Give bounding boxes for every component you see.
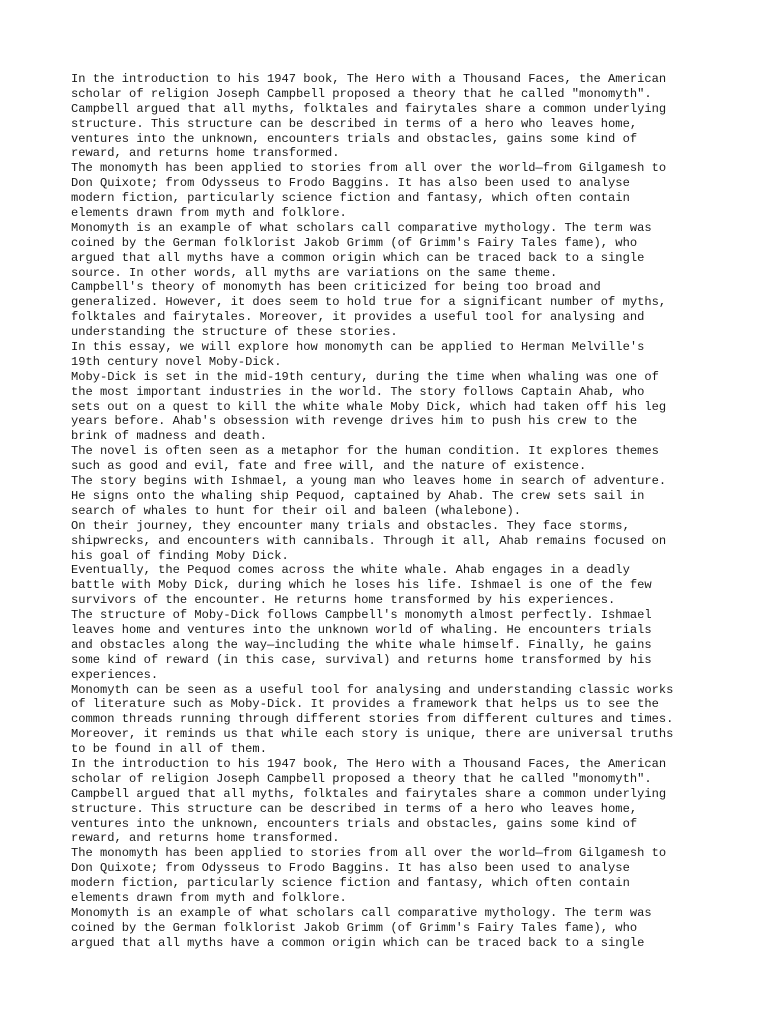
text-line: some kind of reward (in this case, survival) and returns home transformed by his [71, 652, 652, 667]
text-line: survivors of the encounter. He returns home transformed by his experiences. [71, 593, 616, 608]
text-line: The story begins with Ishmael, a young man who leaves home in search of adventure. [71, 474, 667, 489]
text-line: Monomyth can be seen as a useful tool for analysing and understanding classic works [71, 682, 674, 697]
text-line: leaves home and ventures into the unknown world of whaling. He encounters trials [71, 622, 652, 637]
text-line: ventures into the unknown, encounters trials and obstacles, gains some kind of [71, 816, 638, 831]
text-line: search of whales to hunt for their oil and baleen (whalebone). [71, 503, 521, 518]
text-line: and obstacles along the way—including the white whale himself. Finally, he gains [71, 637, 652, 652]
text-line: battle with Moby Dick, during which he loses his life. Ishmael is one of the few [71, 578, 652, 593]
text-line: elements drawn from myth and folklore. [71, 206, 347, 221]
text-line: modern fiction, particularly science fiction and fantasy, which often contain [71, 876, 630, 891]
text-line: understanding the structure of these stories. [71, 325, 398, 340]
text-line: scholar of religion Joseph Campbell proposed a theory that he called "monomyth". [71, 771, 652, 786]
text-line: coined by the German folklorist Jakob Grimm (of Grimm's Fairy Tales fame), who [71, 920, 638, 935]
text-line: years before. Ahab's obsession with revenge drives him to push his crew to the [71, 414, 638, 429]
text-line: experiences. [71, 667, 159, 682]
text-line: Don Quixote; from Odysseus to Frodo Baggins. It has also been used to analyse [71, 176, 630, 191]
text-line: The novel is often seen as a metaphor for the human condition. It explores themes [71, 444, 659, 459]
text-line: Campbell's theory of monomyth has been criticized for being too broad and [71, 280, 601, 295]
text-line: sets out on a quest to kill the white whale Moby Dick, which had taken off his leg [71, 399, 667, 414]
text-line: Campbell argued that all myths, folktales and fairytales share a common underlying [71, 786, 667, 801]
text-line: brink of madness and death. [71, 429, 267, 444]
text-line: of literature such as Moby-Dick. It provides a framework that helps us to see the [71, 697, 659, 712]
text-line: his goal of finding Moby Dick. [71, 548, 289, 563]
text-line: In the introduction to his 1947 book, The Hero with a Thousand Faces, the American [71, 756, 667, 771]
text-line: The monomyth has been applied to stories from all over the world—from Gilgamesh to [71, 846, 667, 861]
text-line: reward, and returns home transformed. [71, 146, 340, 161]
text-line: shipwrecks, and encounters with cannibals. Through it all, Ahab remains focused on [71, 533, 667, 548]
text-line: ventures into the unknown, encounters trials and obstacles, gains some kind of [71, 131, 638, 146]
text-line: In the introduction to his 1947 book, The Hero with a Thousand Faces, the American [71, 72, 667, 86]
text-line: argued that all myths have a common origin which can be traced back to a single [71, 250, 645, 265]
text-line: structure. This structure can be described in terms of a hero who leaves home, [71, 801, 638, 816]
text-line: Monomyth is an example of what scholars call comparative mythology. The term was [71, 220, 652, 235]
text-line: modern fiction, particularly science fiction and fantasy, which often contain [71, 191, 630, 206]
text-line: to be found in all of them. [71, 742, 267, 757]
text-line: folktales and fairytales. Moreover, it provides a useful tool for analysing and [71, 310, 645, 325]
text-line: the most important industries in the world. The story follows Captain Ahab, who [71, 384, 645, 399]
text-line: scholar of religion Joseph Campbell proposed a theory that he called "monomyth". [71, 86, 652, 101]
text-line: structure. This structure can be described in terms of a hero who leaves home, [71, 116, 638, 131]
text-line: Moreover, it reminds us that while each story is unique, there are universal truths [71, 727, 674, 742]
text-line: On their journey, they encounter many trials and obstacles. They face storms, [71, 518, 630, 533]
text-line: generalized. However, it does seem to hold true for a significant number of myths, [71, 295, 667, 310]
text-line: Don Quixote; from Odysseus to Frodo Baggins. It has also been used to analyse [71, 861, 630, 876]
text-line: such as good and evil, fate and free will, and the nature of existence. [71, 459, 587, 474]
text-line: reward, and returns home transformed. [71, 831, 340, 846]
text-line: Eventually, the Pequod comes across the white whale. Ahab engages in a deadly [71, 563, 630, 578]
text-line: coined by the German folklorist Jakob Grimm (of Grimm's Fairy Tales fame), who [71, 235, 638, 250]
text-line: elements drawn from myth and folklore. [71, 890, 347, 905]
text-line: The monomyth has been applied to stories from all over the world—from Gilgamesh to [71, 161, 667, 176]
text-line: He signs onto the whaling ship Pequod, captained by Ahab. The crew sets sail in [71, 488, 645, 503]
text-line: source. In other words, all myths are variations on the same theme. [71, 265, 558, 280]
text-line: In this essay, we will explore how monomyth can be applied to Herman Melville's [71, 340, 645, 355]
text-line: Moby-Dick is set in the mid-19th century, during the time when whaling was one of [71, 369, 659, 384]
text-line: common threads running through different stories from different cultures and times. [71, 712, 674, 727]
text-line: The structure of Moby-Dick follows Campbell's monomyth almost perfectly. Ishmael [71, 608, 652, 623]
text-line: Campbell argued that all myths, folktales and fairytales share a common underlying [71, 101, 667, 116]
text-line: 19th century novel Moby-Dick. [71, 354, 282, 369]
document-body [71, 72, 711, 951]
text-line: argued that all myths have a common origin which can be traced back to a single [71, 935, 645, 950]
text-line: Monomyth is an example of what scholars call comparative mythology. The term was [71, 905, 652, 920]
